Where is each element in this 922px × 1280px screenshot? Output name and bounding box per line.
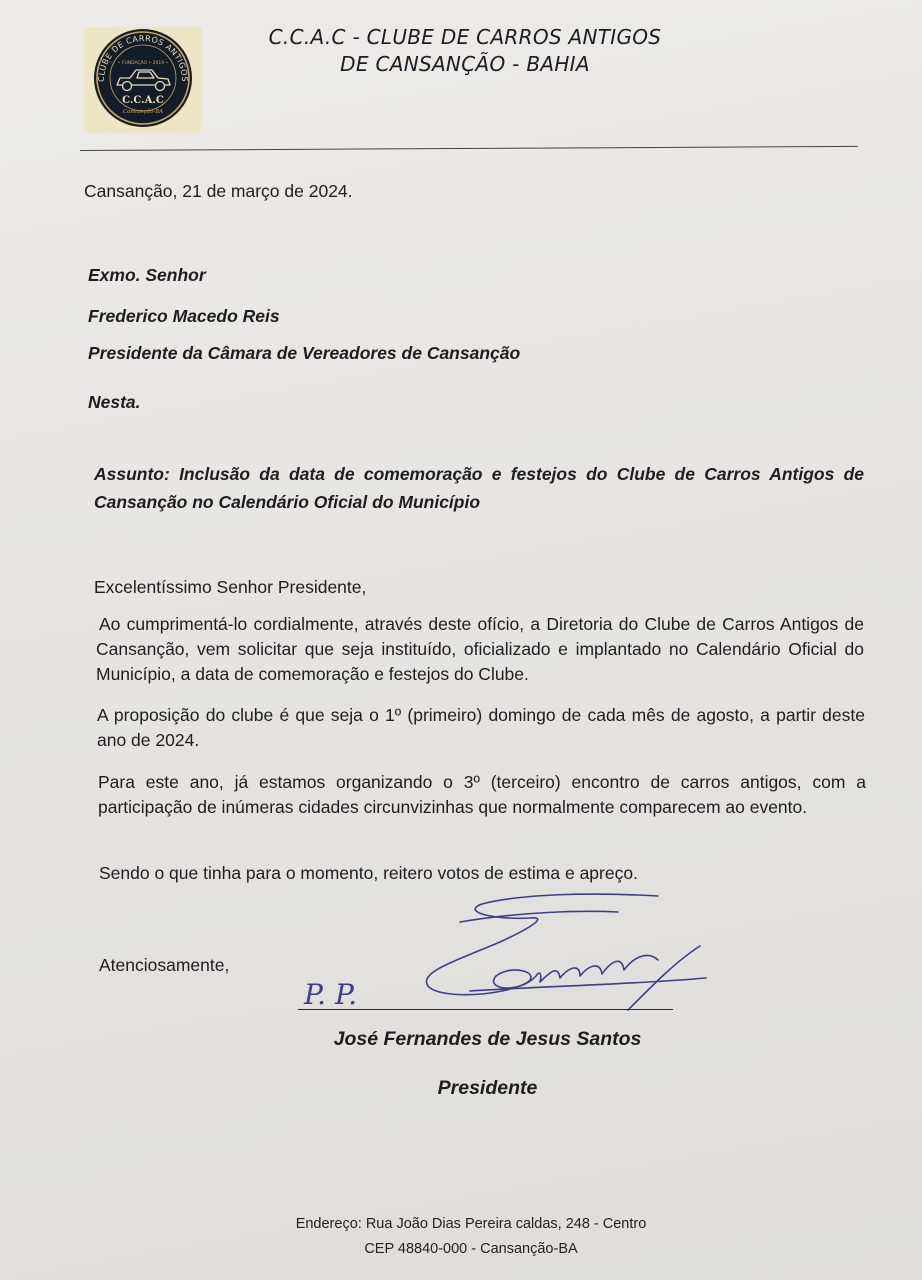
logo-arc-text: CLUBE DE CARROS ANTIGOS (96, 33, 190, 83)
letterhead-title-line2: DE CANSANÇÃO - BAHIA (340, 52, 590, 76)
logo-founded: • FUNDAÇÃO • 2019 • (117, 61, 169, 66)
recipient-name: Frederico Macedo Reis (88, 306, 280, 326)
footer-address: Endereço: Rua João Dias Pereira caldas, 248 - Centro (295, 1216, 647, 1232)
footer-cep: CEP 48840-000 - Cansanção-BA (364, 1241, 578, 1257)
letterhead-title-line1: C.C.A.C - CLUBE DE CARROS ANTIGOS (268, 25, 662, 49)
header-divider (80, 146, 858, 151)
letter-greeting: Excelentíssimo Senhor Presidente, (94, 577, 367, 597)
body-paragraph-4: Sendo o que tinha para o momento, reitero votos de estima e apreço. (99, 863, 638, 883)
recipient-position: Presidente da Câmara de Vereadores de Cansanção (88, 343, 521, 363)
body-paragraph-3: Para este ano, já estamos organizando o 3º (terceiro) encontro de carros antigos, com a participação de inúmeras cidades circunvizinhas que normalmente comparecem ao evento. (98, 772, 866, 817)
letter-subject: Assunto: Inclusão da data de comemoração e festejos do Clube de Carros Antigos de Cansanção no Calendário Oficial do Município (94, 464, 864, 512)
signature-underline (470, 978, 706, 991)
letterhead-title (200, 24, 730, 78)
signature-pp-mark: P. P. (304, 978, 358, 1011)
logo-city: Cansanção-BA (122, 109, 164, 115)
recipient-salutation: Exmo. Senhor (88, 265, 206, 285)
letter-closing: Atenciosamente, (99, 955, 230, 975)
recipient-location: Nesta. (88, 392, 141, 412)
signature (290, 890, 720, 1020)
body-paragraph-2: A proposição do clube é que seja o 1º (primeiro) domingo de cada mês de agosto, a partir deste ano de 2024. (97, 705, 865, 750)
signature-flourish (460, 911, 618, 922)
signer-title: Presidente (437, 1077, 538, 1099)
signature-stroke (426, 894, 658, 995)
logo-initials: C.C.A.C (122, 95, 164, 106)
club-logo (84, 27, 202, 133)
signature-line (298, 1009, 673, 1010)
letter-footer (236, 1212, 706, 1262)
letter-date: Cansanção, 21 de março de 2024. (84, 181, 353, 201)
signature-tail (628, 946, 700, 1010)
body-paragraph-1: Ao cumprimentá-lo cordialmente, através deste ofício, a Diretoria do Clube de Carros Antigos de Cansanção, vem solicitar que seja instituído, oficializado e implantado no Calendário Oficial do Município, a data de comemoração e festejos do Clube. (96, 614, 864, 684)
signer-name: José Fernandes de Jesus Santos (333, 1028, 642, 1050)
